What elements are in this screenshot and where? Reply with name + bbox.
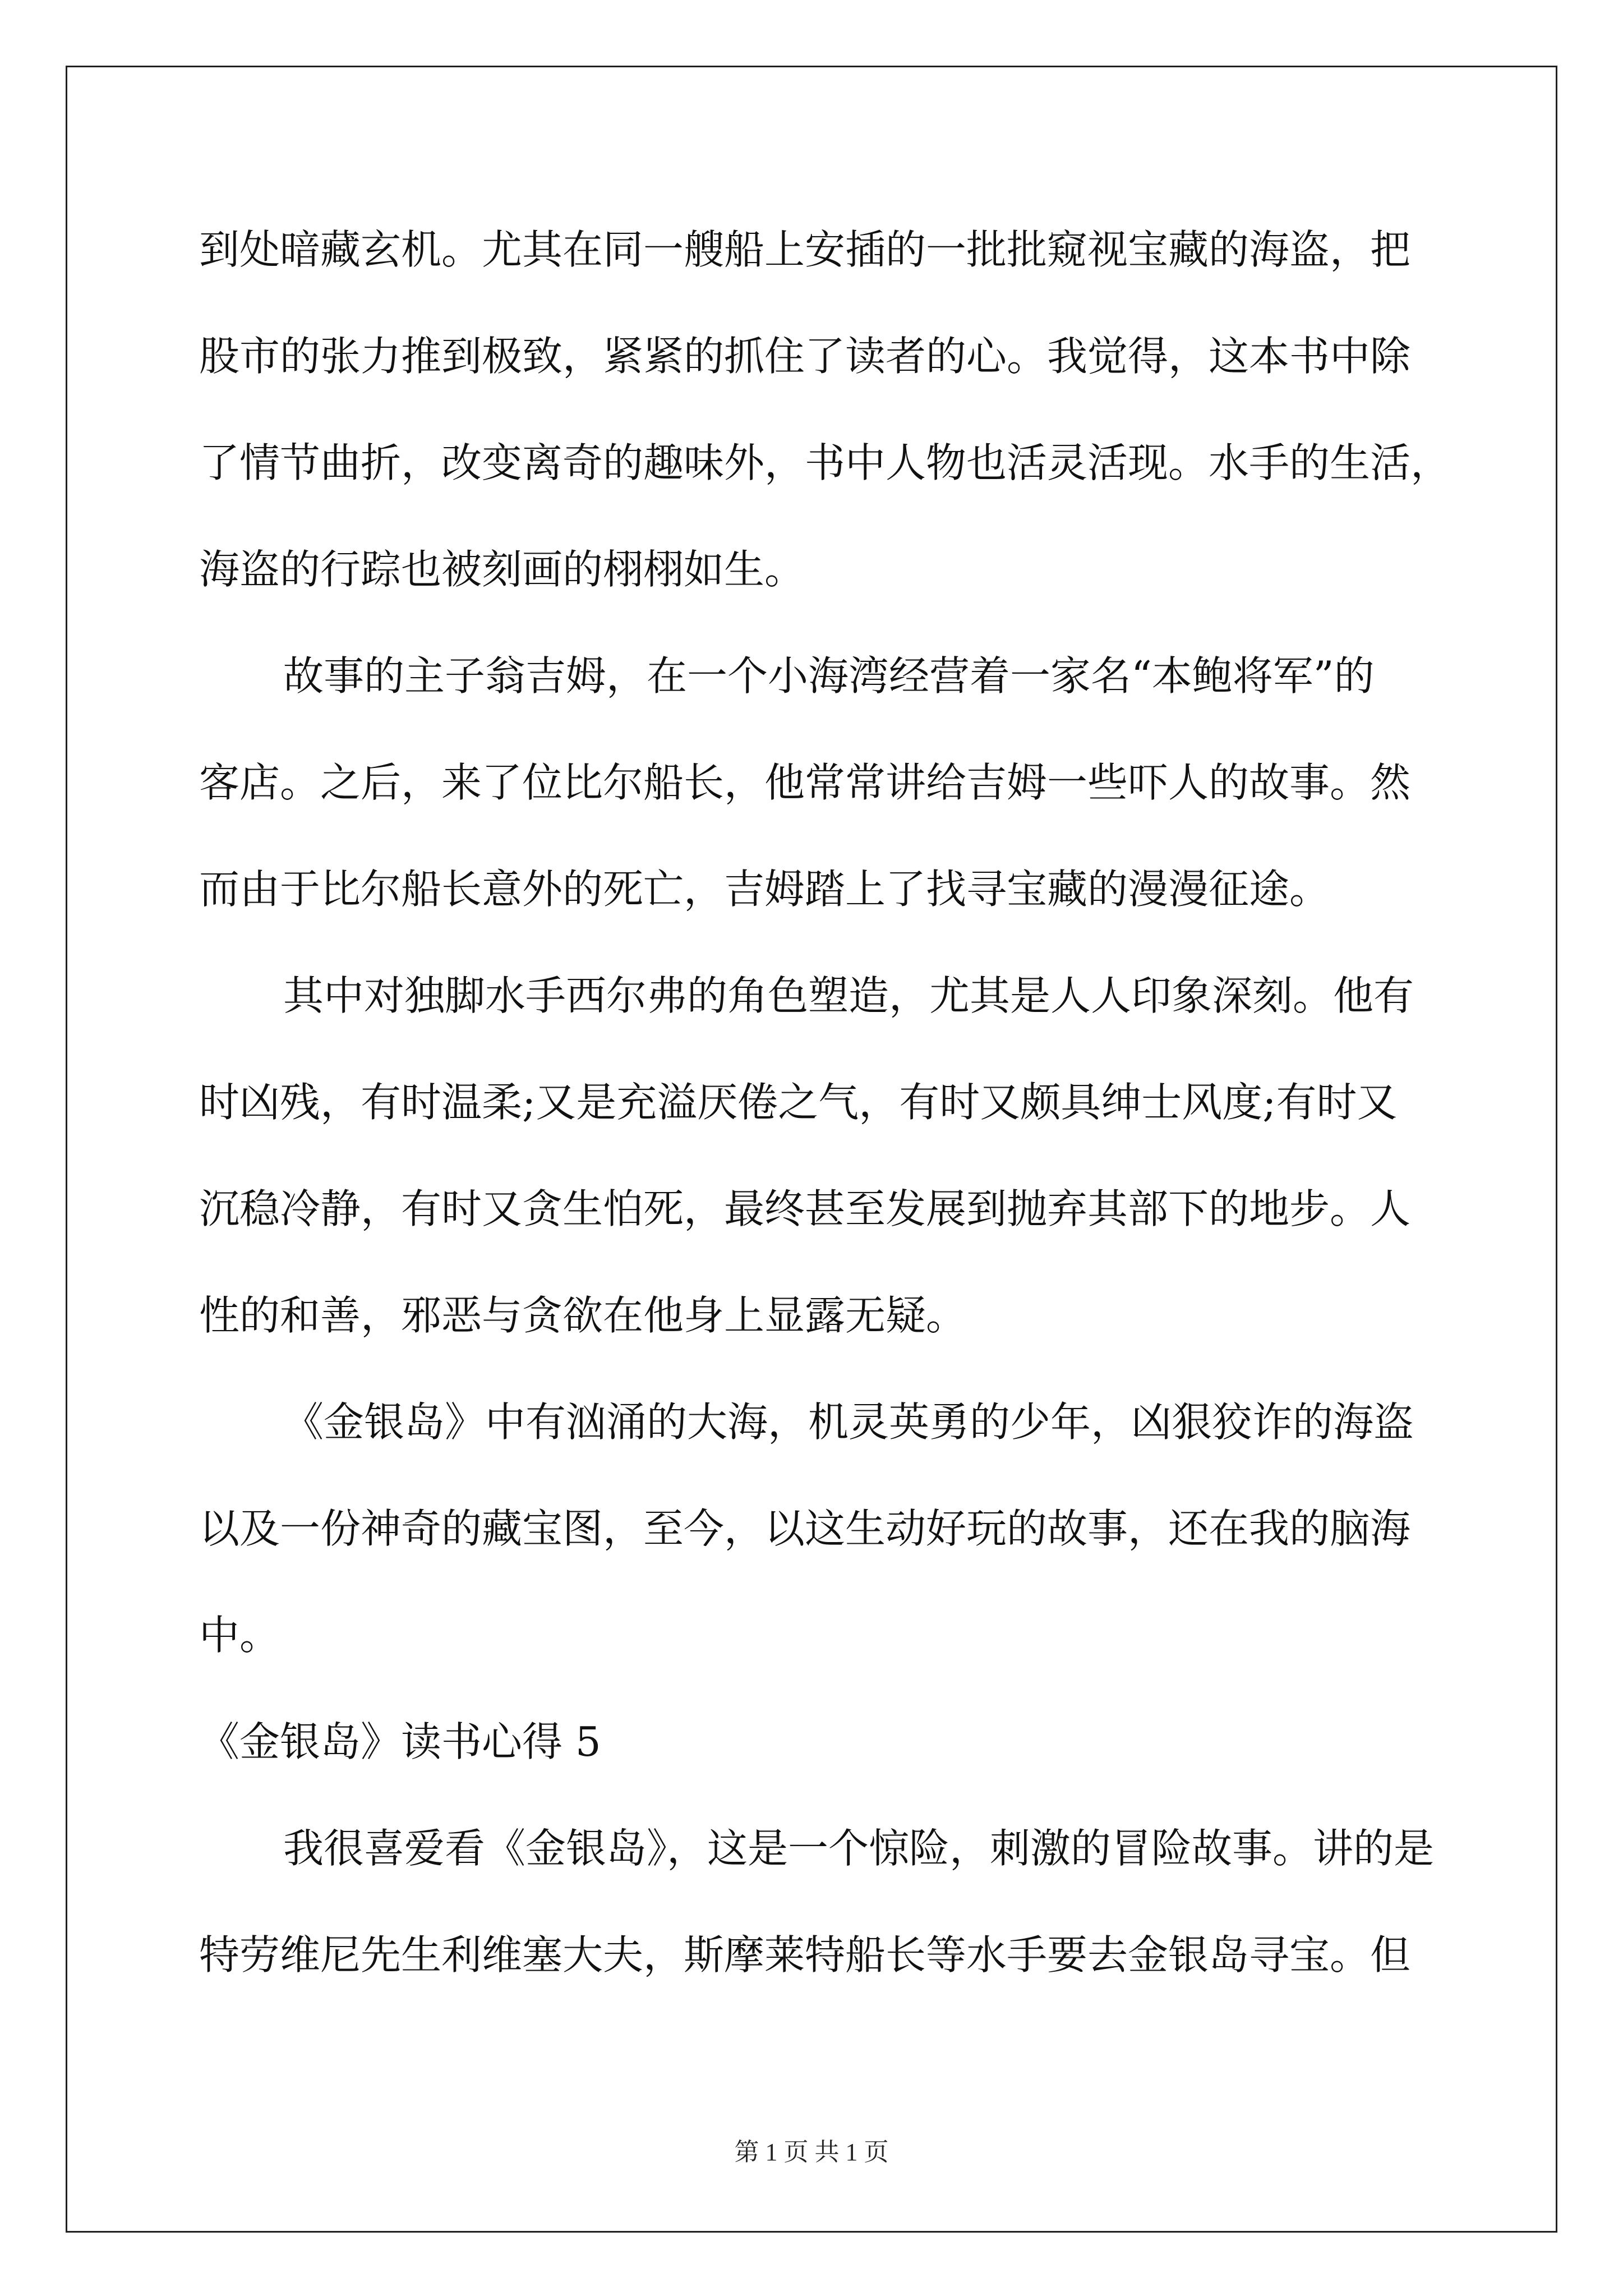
- text-line: 客店。之后，来了位比尔船长，他常常讲给吉姆一些吓人的故事。然: [199, 759, 1411, 806]
- text-line: 了情节曲折，改变离奇的趣味外，书中人物也活灵活现。水手的生活，: [199, 439, 1451, 486]
- document-body: [199, 219, 1451, 2031]
- text-line: 时凶残，有时温柔;又是充溢厌倦之气，有时又颇具绅士风度;有时又: [199, 1079, 1398, 1126]
- paragraph-start-line: 我很喜爱看《金银岛》，这是一个惊险，刺激的冒险故事。讲的是: [283, 1825, 1435, 1872]
- paragraph-start-line: 故事的主子翁吉姆，在一个小海湾经营着一家名“本鲍将军”的: [283, 652, 1375, 700]
- paragraph-start-line: 《金银岛》中有汹涌的大海，机灵英勇的少年，凶狠狡诈的海盗: [283, 1398, 1414, 1446]
- text-line: 沉稳冷静，有时又贪生怕死，最终甚至发展到抛弃其部下的地步。人: [199, 1185, 1411, 1232]
- text-line: 海盗的行踪也被刻画的栩栩如生。: [199, 546, 805, 593]
- paragraph-start-line: 其中对独脚水手西尔弗的角色塑造，尤其是人人印象深刻。他有: [283, 972, 1414, 1019]
- text-line: 中。: [199, 1612, 280, 1659]
- section-heading: 《金银岛》读书心得 5: [199, 1718, 601, 1765]
- text-line: 性的和善，邪恶与贪欲在他身上显露无疑。: [199, 1292, 967, 1339]
- page-number-footer: 第 1 页 共 1 页: [734, 2138, 889, 2166]
- text-line: 以及一份神奇的藏宝图，至今，以这生动好玩的故事，还在我的脑海: [199, 1505, 1411, 1552]
- text-line: 到处暗藏玄机。尤其在同一艘船上安插的一批批窥视宝藏的海盗，把: [199, 226, 1411, 273]
- text-line: 而由于比尔船长意外的死亡，吉姆踏上了找寻宝藏的漫漫征途。: [199, 866, 1330, 913]
- text-line: 股市的张力推到极致，紧紧的抓住了读者的心。我觉得，这本书中除: [199, 333, 1411, 380]
- text-line: 特劳维尼先生利维塞大夫，斯摩莱特船长等水手要去金银岛寻宝。但: [199, 1931, 1411, 1978]
